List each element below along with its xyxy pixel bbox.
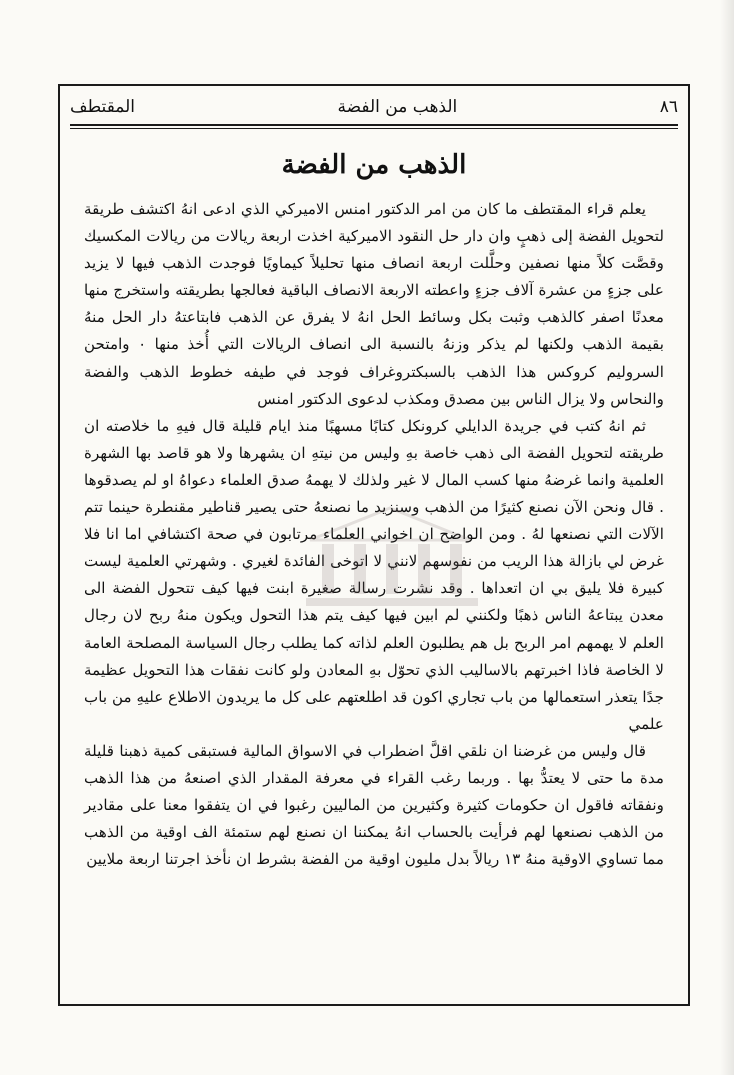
- article-body: [84, 196, 664, 873]
- header-rule: [70, 124, 678, 126]
- journal-name: المقتطف: [70, 97, 136, 117]
- paragraph-2: ثم انهُ كتب في جريدة الدايلي كرونكل كتابًا مسهبًا منذ ايام قليلة قال فيهِ ما خلاصته ان طريقته لتحويل الفضة الى ذهب خاصة بهِ وليس من نيتهِ ان يشهرها ولا هو قاصد بها الشهرة العلمية وانما غرضهُ منها كسب المال لا غير ولذلك لا يهمهُ صدق العلماء دعواهُ او لم يصدقوها . قال ونحن الآن نصنع كثيرًا من الذهب وسنزيد ما نصنعهُ حتى يصير قناطير مقنطرة حينما تتم الآلات التي نصنعها لهُ . ومن الواضح ان اخواني العلماء مرتابون في صحة اكتشافي اما انا فلا غرض لي بازالة هذا الريب من نفوسهم لانني لا اتوخى الفائدة لغيري . وشهرتي العلمية ليست كبيرة فلا يليق بي ان اتعداها . وقد نشرت رسالة صغيرة ابنت فيها كيف تتحول الفضة الى معدن يبتاعهُ الناس ذهبًا ولكنني لم ابين فيها كيف يتم هذا التحول ويكون منهُ ربح لان رجال العلم لا يهمهم امر الربح بل هم يطلبون العلم لذاته كما يطلب رجال السياسة المصلحة العامة لا الخاصة فاذا اخبرتهم بالاساليب الذي تحوّل بهِ المعادن ولو كانت نفقات هذا التحويل عظيمة جدًا يتعذر استعمالها من باب تجاري اكون قد اطلعتهم على كل ما يريدون الاطلاع عليهِ من باب علمي: [84, 416, 664, 733]
- running-title: الذهب من الفضة: [337, 97, 458, 117]
- running-header: [70, 94, 678, 120]
- paragraph-1: يعلم قراء المقتطف ما كان من امر الدكتور امنس الاميركي الذي ادعى انهُ اكتشف طريقة لتحويل الفضة إلى ذهبٍ وان دار حل النقود الاميركية اخذت اربعة ريالات من ريالات المكسيك وقصَّت كلاً منها نصفين وحلَّلت اربعة انصاف منها تحليلاً كيماويًا فوجدت الذهب فيها لا يزيد على جزءٍ من عشرة آلاف جزءٍ واعطته الاربعة الانصاف الباقية فعالجها بطريقته واستخرج منها معدنًا اصفر كالذهب وثبت بكل وسائط الحل انهُ لا يفرق عن الذهب فابتاعتهُ دار الحل منهُ بقيمة الذهب ولكنها لم يذكر وزنهُ بالنسبة الى انصاف الريالات التي أُخذ منها ٠ وامتحن السروليم كروكس هذا الذهب بالسبكتروغراف فوجد في طيفه خطوط الذهب والفضة والنحاس ولا يزال الناس بين مصدق ومكذب لدعوى الدكتور امنس: [84, 200, 665, 408]
- page-number: ٨٦: [659, 97, 678, 117]
- article-title: الذهب من الفضة: [281, 150, 467, 180]
- paragraph-3: قال وليس من غرضنا ان نلقي اقلَّ اضطراب في الاسواق المالية فستبقى كمية ذهبنا قليلة مدة ما حتى لا يعتدُّ بها . وربما رغب القراء في معرفة المقدار الذي اصنعهُ من هذا الذهب ونفقاته فاقول ان حكومات كثيرة وكثيرين من الماليين رغبوا في ان يتفقوا معنا على مقادير من الذهب نصنعها لهم فرأيت بالحساب انهُ يمكننا ان نصنع لهم ستمئة الف اوقية من الذهب مما تساوي الاوقية منهُ ١٣ ريالاً بدل مليون اوقية من الفضة بشرط ان نأخذ اجرتنا اربعة ملايين: [84, 741, 664, 869]
- page-edge: [720, 0, 734, 1075]
- header-rule-thin: [70, 128, 678, 129]
